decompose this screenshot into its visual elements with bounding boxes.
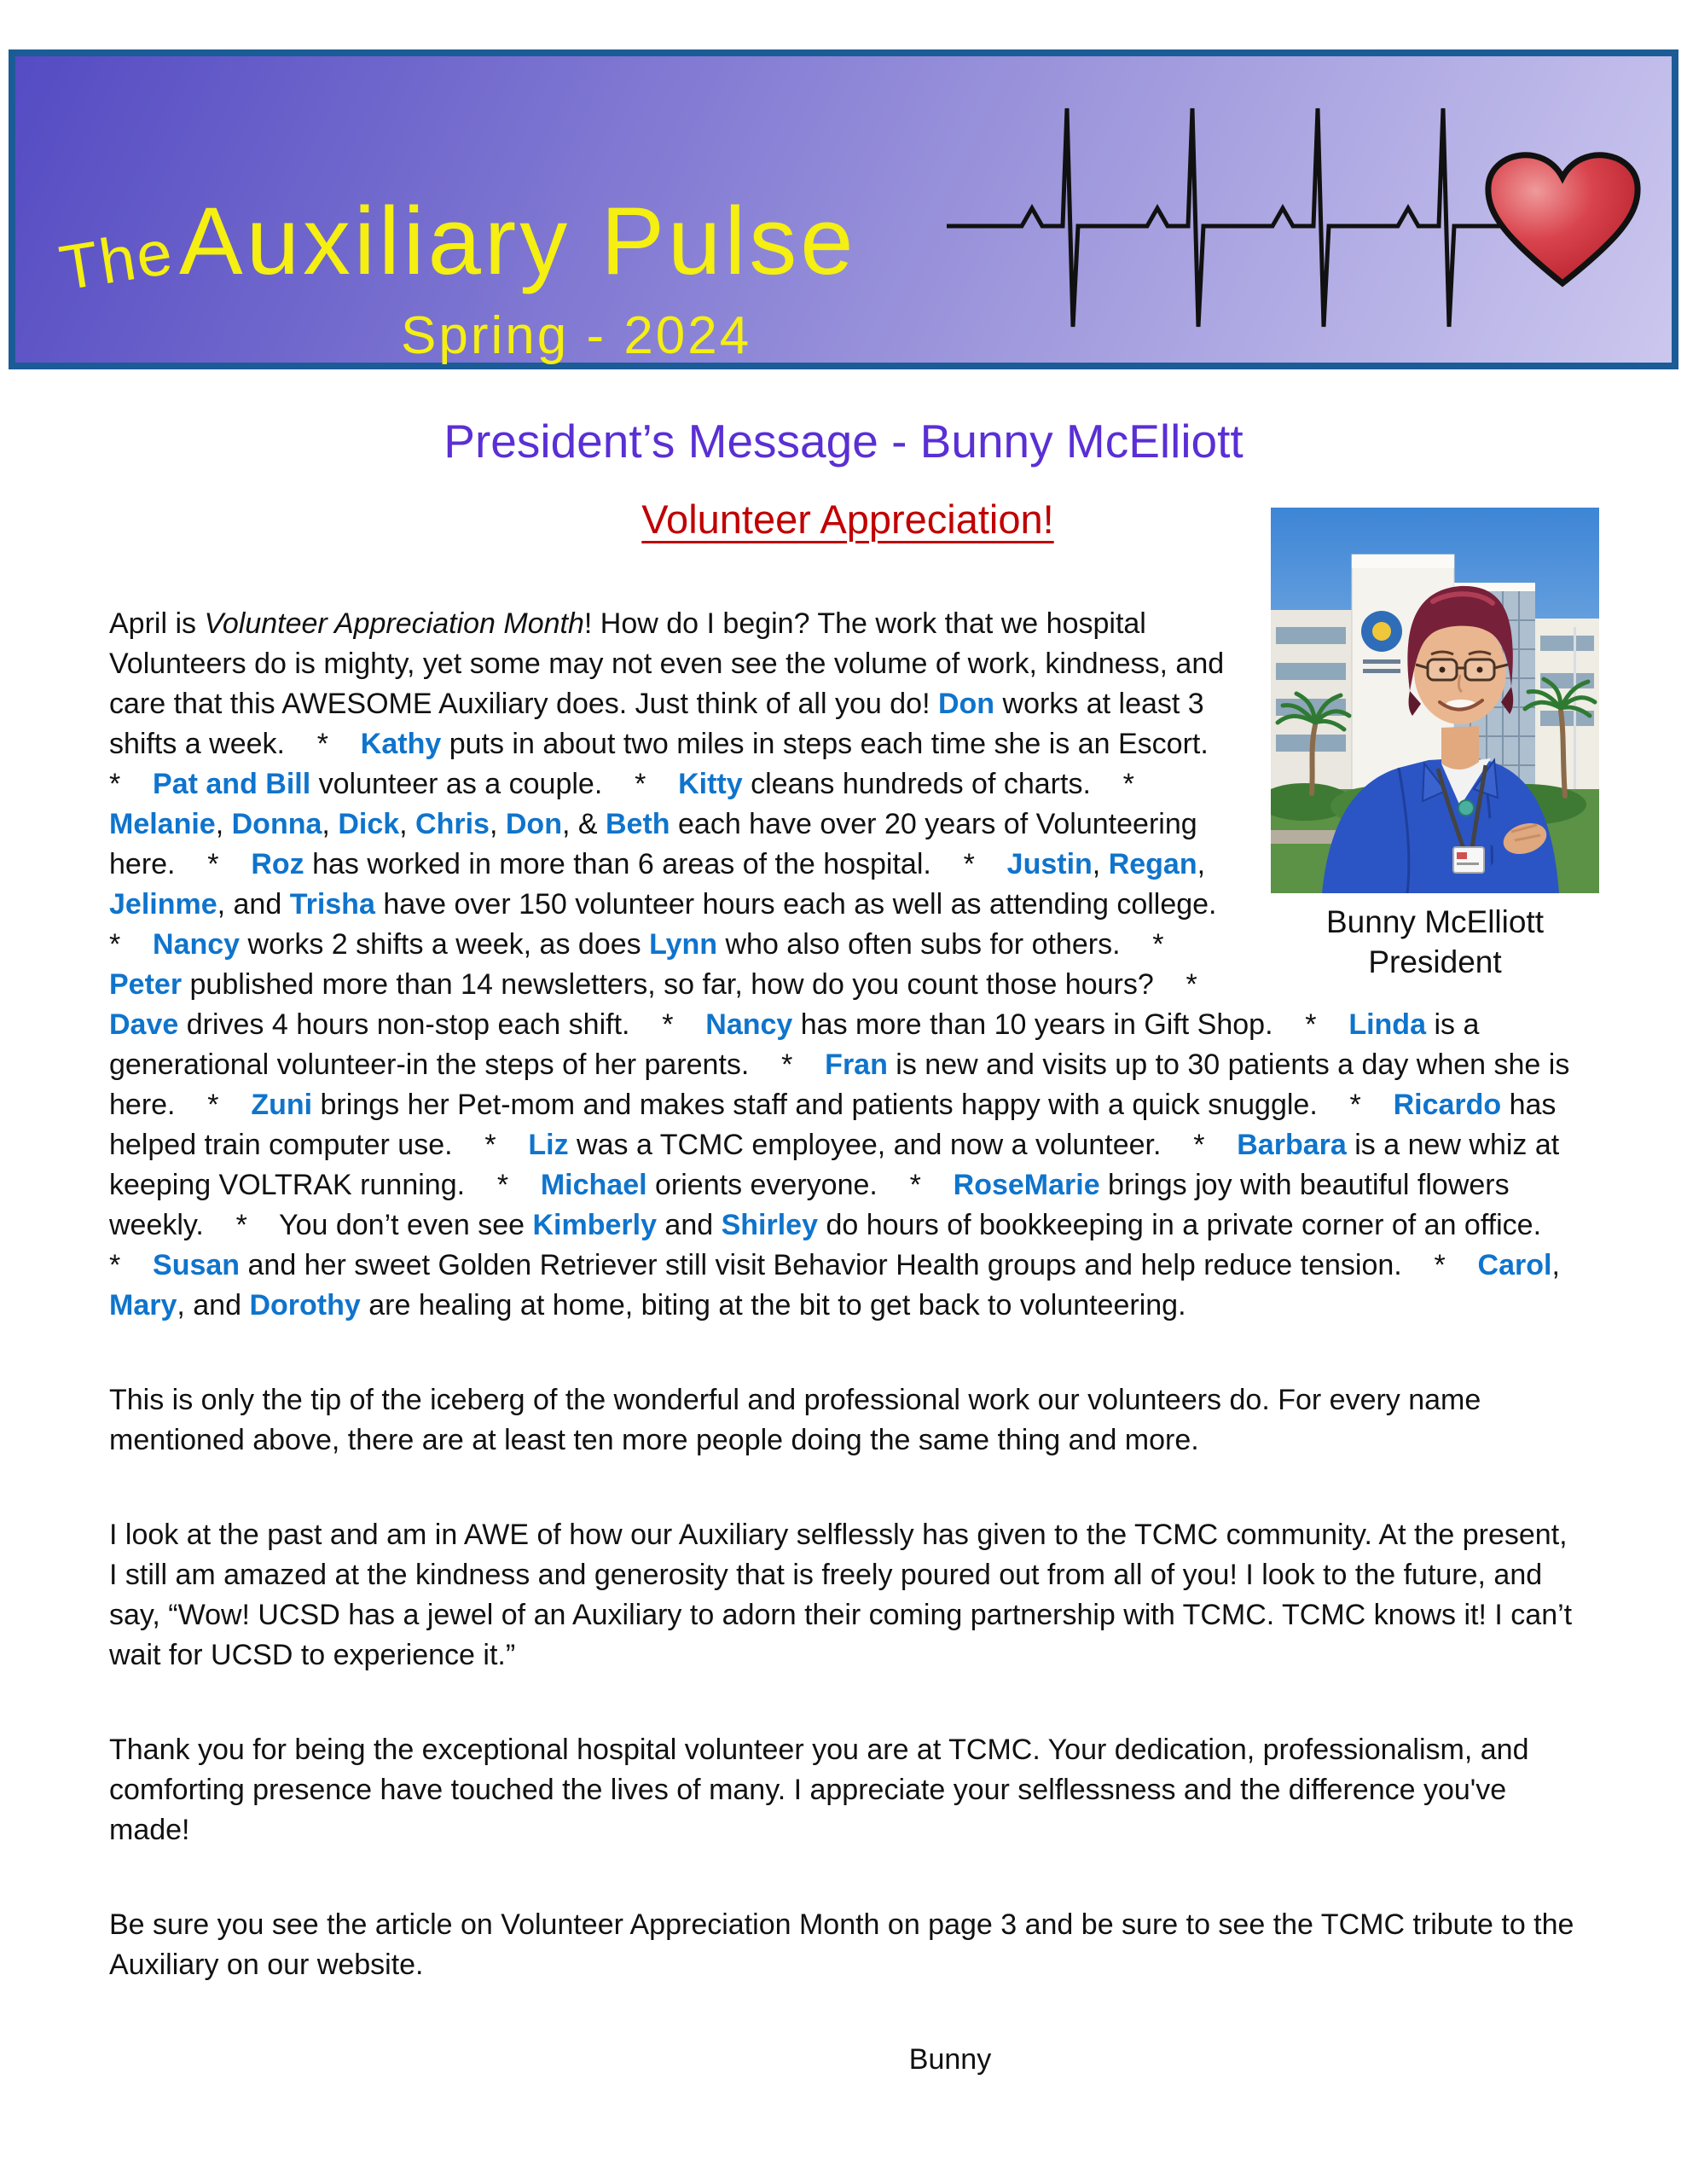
masthead-title: Auxiliary Pulse <box>179 188 857 294</box>
section-heading: Volunteer Appreciation! <box>641 497 1054 542</box>
ekg-line-icon <box>947 108 1504 327</box>
paragraph-thank-you: Thank you for being the exceptional hospital volunteer you are at TCMC. Your dedication, professionalism, and comforting presence have touched the lives of many. I appreciate your selflessness and the difference you've made! <box>109 1734 1529 1846</box>
masthead-season: Spring - 2024 <box>401 306 752 365</box>
masthead-banner <box>9 49 1678 369</box>
photo-caption-role: President <box>1368 944 1502 979</box>
paragraph-past-present-future: I look at the past and am in AWE of how our Auxiliary selflessly has given to the TCMC community. At the present, I still am amazed at the kindness and generosity that is freely poured out from all of you! I look to the future, and say, “Wow! UCSD has a jewel of an Auxiliary to adorn their coming partnership with TCMC. TCMC knows it! I can’t wait for UCSD to experience it.” <box>109 1519 1573 1671</box>
heart-icon <box>1488 155 1638 283</box>
paragraph-see-article: Be sure you see the article on Volunteer Appreciation Month on page 3 and be sure to see the TCMC tribute to the Auxiliary on our website. <box>109 1908 1574 1981</box>
presidents-message-article <box>109 499 1578 2080</box>
signature: Bunny <box>908 2043 992 2076</box>
photo-caption-name: Bunny McElliott <box>1326 904 1544 939</box>
ekg-heartbeat-graphic <box>936 97 1657 392</box>
masthead-prefix: The <box>55 216 179 304</box>
paragraph-tip-of-iceberg: This is only the tip of the iceberg of the wonderful and professional work our volunteers do. For every name mentioned above, there are at least ten more people doing the same thing and more. <box>109 1384 1481 1456</box>
page-title: President’s Message - Bunny McElliott <box>443 415 1244 468</box>
photo-caption <box>1271 902 1599 982</box>
president-photo-figure <box>1271 508 1599 982</box>
paragraph-volunteer-list: April is Volunteer Appreciation Month! How do I begin? The work that we hospital Volunteers do is mighty, yet some may not even see the volume of work, kindness, and care that this AWESOME Auxiliary does. Just think of all you do! Don works at least 3 shifts a week. * Kathy puts in about two miles in steps each time she is an Escort. * Pat and Bill volunteer as a couple. * Kitty cleans hundreds of charts. * Melanie, Donna, Dick, Chris, Don, & Beth each have over 20 years of Volunteering here. * Roz has worked in more than 6 areas of the hospital. * Justin, Regan, Jelinme, and Trisha have over 150 volunteer hours each as well as attending college. * Nancy works 2 shifts a week, as does Lynn who also often subs for others. * Peter published more than 14 newsletters, so far, how do you count those hours? * Dave drives 4 hours non-stop each shift. * Nancy has more than 10 years in Gift Shop. * Linda is a generational volunteer-in the steps of her parents. * Fran is new and visits up to 30 patients a day when she is here. * Zuni brings her Pet-mom and makes staff and patients happy with a quick snuggle. * Ricardo has helped train computer use. * Liz was a TCMC employee, and now a volunteer. * Barbara is a new whiz at keeping VOLTRAK running. * Michael orients everyone. * RoseMarie brings joy with beautiful flowers weekly. * You don’t even see Kimberly and Shirley do hours of bookkeeping in a private corner of an office. * Susan and her sweet Golden Retriever still visit Behavior Health groups and help reduce tension. * Carol, Mary, and Dorothy are healing at home, biting at the bit to get back to volunteering. <box>109 607 1578 1321</box>
president-photo <box>1271 508 1599 893</box>
